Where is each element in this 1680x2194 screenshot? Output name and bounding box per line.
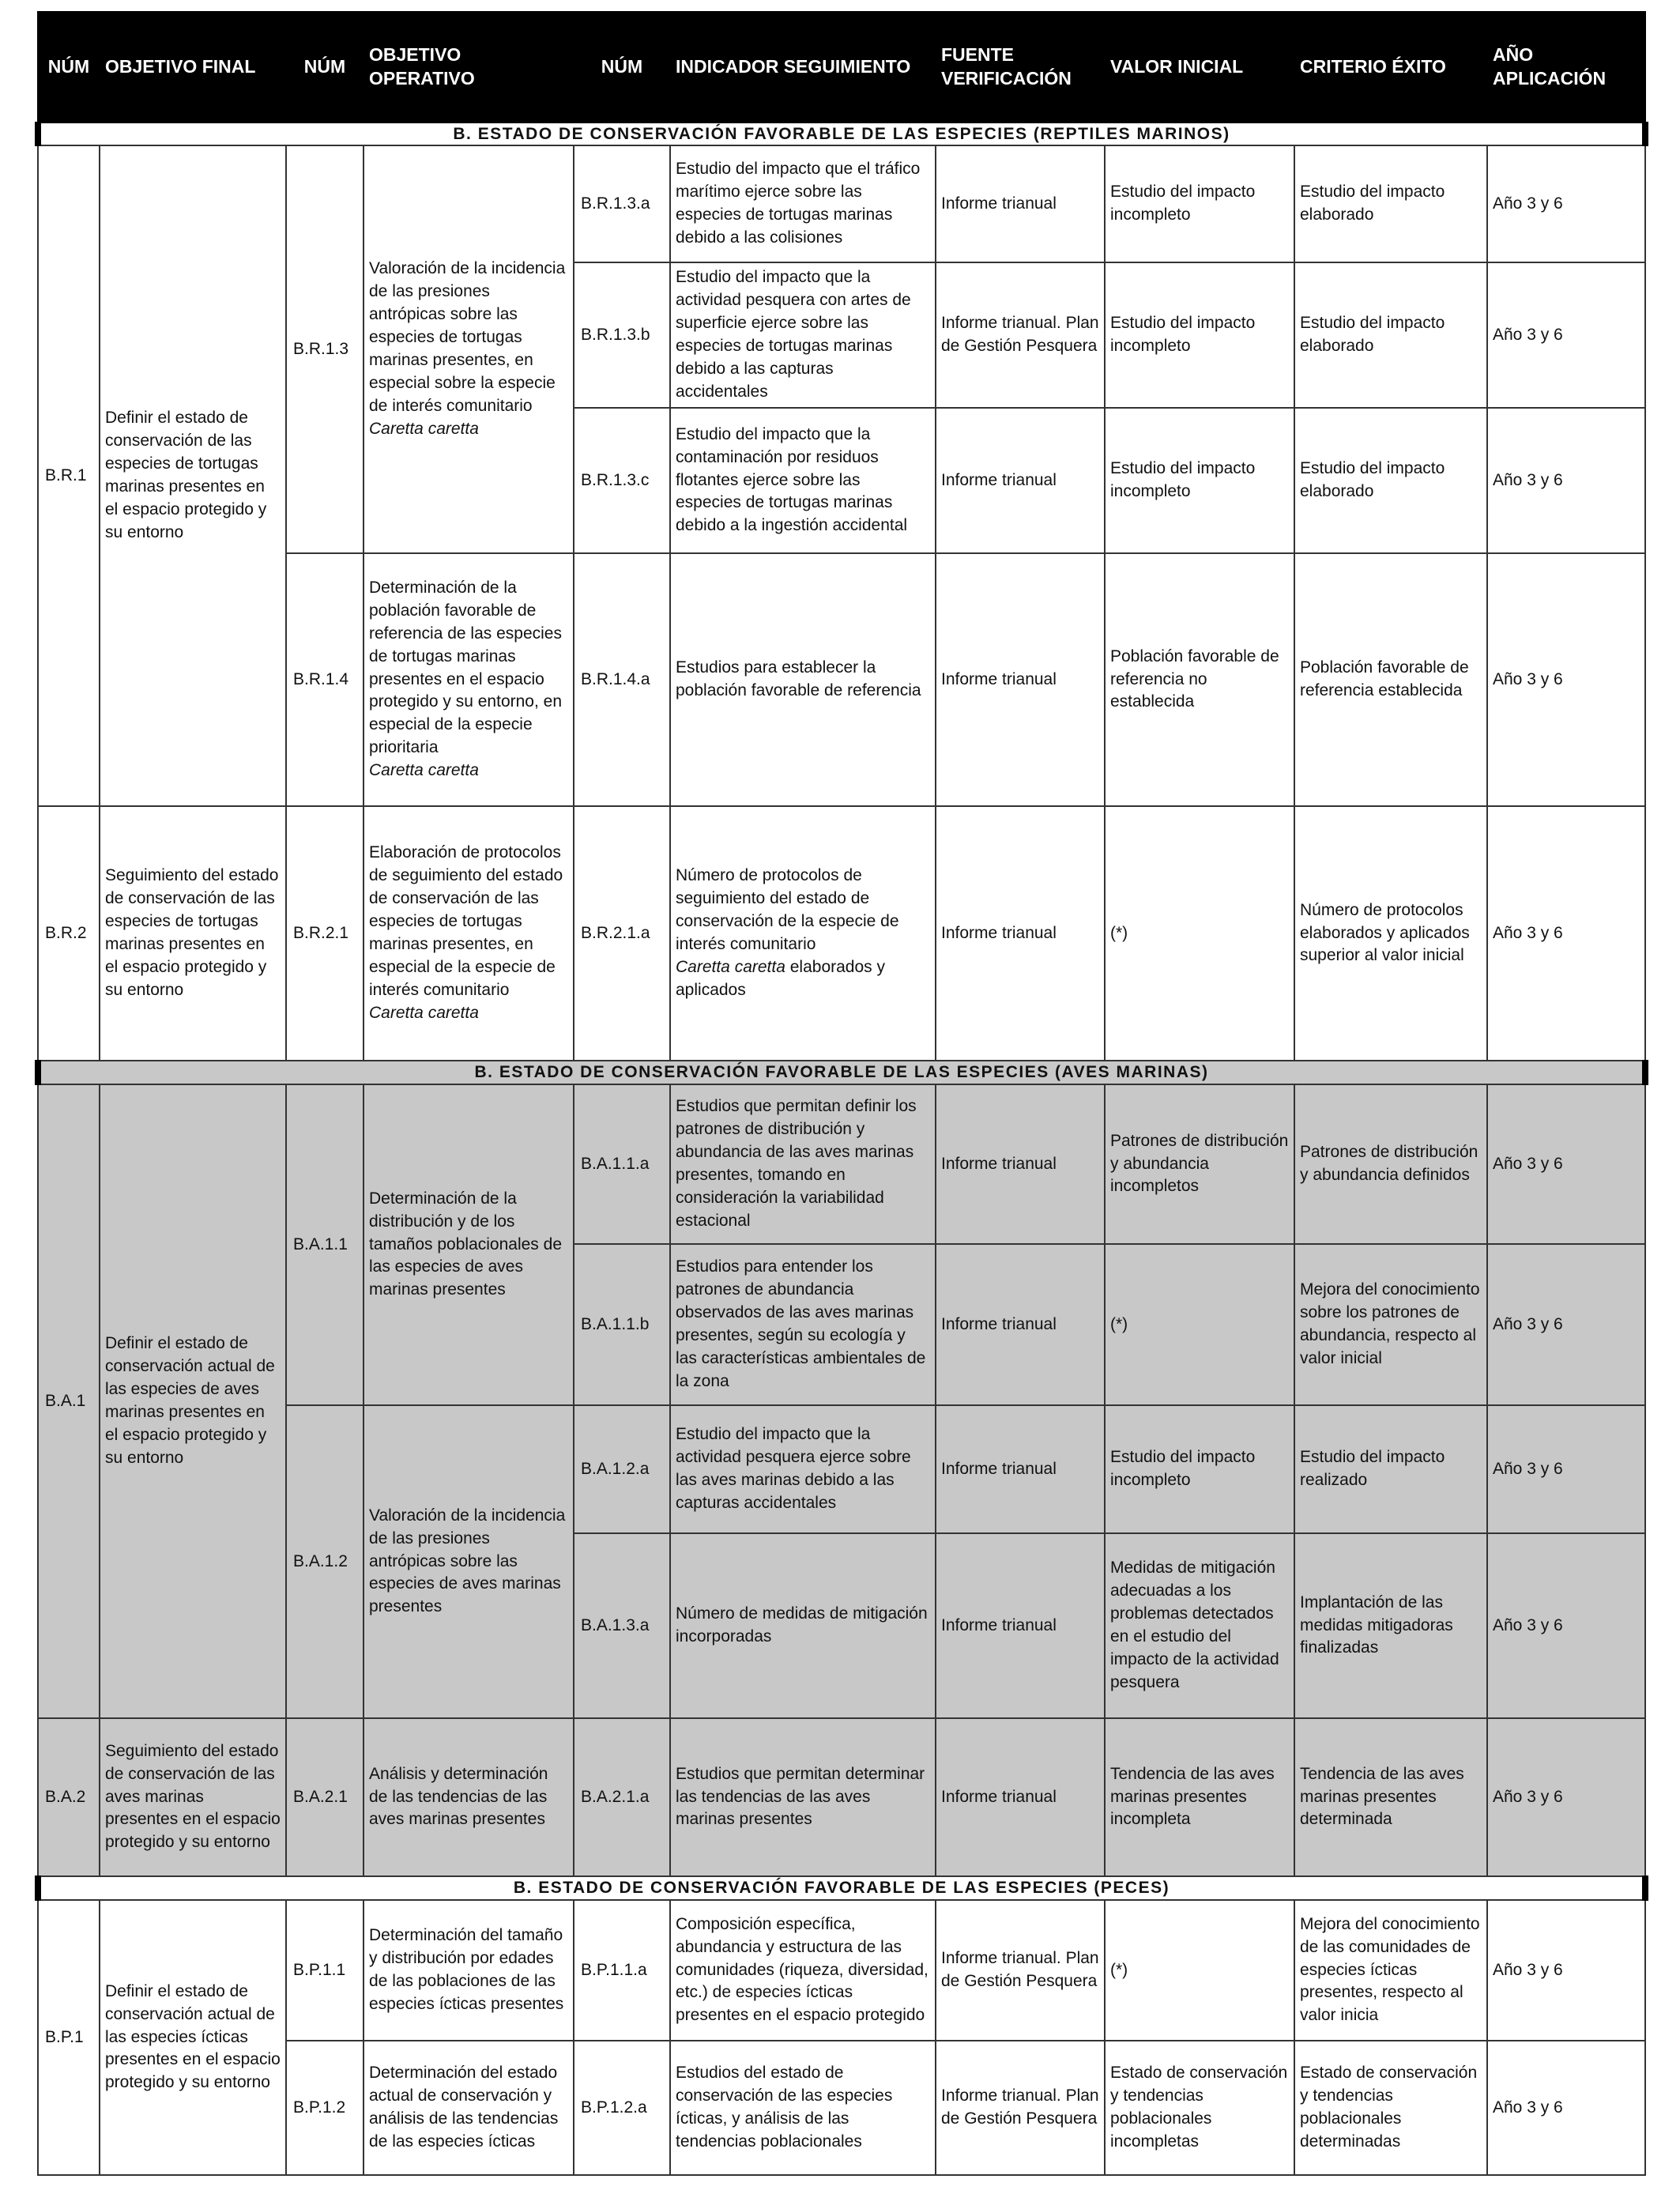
header-num: NÚM bbox=[574, 12, 670, 123]
cell-objetivo-final: Definir el estado de conservación actual de las especies ícticas presentes en el espacio protegido y su entorno bbox=[100, 1900, 286, 2175]
indicador-text: Número de protocolos de seguimiento del estado de conservación de la especie de interés comunitario bbox=[676, 866, 899, 953]
section-title: B. ESTADO DE CONSERVACIÓN FAVORABLE DE LAS ESPECIES (AVES MARINAS) bbox=[38, 1061, 1645, 1084]
header-objetivo-operativo: OBJETIVO OPERATIVO bbox=[363, 12, 574, 123]
cell-objetivo-final: Seguimiento del estado de conservación de las aves marinas presentes en el espacio protegido y su entorno bbox=[100, 1718, 286, 1876]
cell-indicador: Estudios para entender los patrones de abundancia observados de las aves marinas presentes, según su ecología y las características ambientales de la zona bbox=[670, 1244, 936, 1405]
cell-fuente: Informe trianual. Plan de Gestión Pesquera bbox=[936, 262, 1105, 408]
cell-ano: Año 3 y 6 bbox=[1487, 408, 1645, 553]
header-row bbox=[38, 12, 1645, 123]
cell-num-indicador: B.R.1.4.a bbox=[574, 553, 670, 806]
cell-criterio-exito: Estudio del impacto elaborado bbox=[1294, 408, 1487, 553]
cell-num-indicador: B.A.1.2.a bbox=[574, 1405, 670, 1533]
cell-indicador: Estudios para establecer la población favorable de referencia bbox=[670, 553, 936, 806]
cell-objetivo-operativo: Determinación de la distribución y de los tamaños poblacionales de las especies de aves marinas presentes bbox=[363, 1084, 574, 1405]
species-name: Caretta caretta bbox=[369, 1003, 479, 1022]
cell-valor-inicial: Estudio del impacto incompleto bbox=[1105, 408, 1294, 553]
header-valor-inicial: VALOR INICIAL bbox=[1105, 12, 1294, 123]
section-header-reptiles bbox=[38, 123, 1645, 145]
cell-indicador: Composición específica, abundancia y estructura de las comunidades (riqueza, diversidad, etc.) de especies ícticas presentes en el espacio protegido bbox=[670, 1900, 936, 2041]
cell-criterio-exito: Estudio del impacto elaborado bbox=[1294, 145, 1487, 262]
cell-objetivo-final: Definir el estado de conservación actual de las especies de aves marinas presentes en el espacio protegido y su entorno bbox=[100, 1084, 286, 1718]
indicators-document bbox=[35, 11, 1642, 2176]
cell-num-operativo: B.P.1.1 bbox=[286, 1900, 363, 2041]
cell-ano: Año 3 y 6 bbox=[1487, 806, 1645, 1061]
cell-fuente: Informe trianual bbox=[936, 1084, 1105, 1244]
cell-valor-inicial: Población favorable de referencia no establecida bbox=[1105, 553, 1294, 806]
section-reptiles bbox=[38, 123, 1645, 1061]
cell-ano: Año 3 y 6 bbox=[1487, 145, 1645, 262]
table-row bbox=[38, 1900, 1645, 2041]
section-header-peces bbox=[38, 1876, 1645, 1900]
cell-indicador: Estudio del impacto que el tráfico marítimo ejerce sobre las especies de tortugas marinas debido a las colisiones bbox=[670, 145, 936, 262]
cell-num-indicador: B.R.1.3.a bbox=[574, 145, 670, 262]
cell-objetivo-operativo: Determinación del estado actual de conservación y análisis de las tendencias de las especies ícticas bbox=[363, 2041, 574, 2175]
indicador-species bbox=[676, 958, 885, 999]
cell-indicador: Número de medidas de mitigación incorporadas bbox=[670, 1533, 936, 1718]
cell-objetivo-operativo bbox=[363, 145, 574, 553]
cell-valor-inicial: (*) bbox=[1105, 1900, 1294, 2041]
cell-num-operativo: B.R.2.1 bbox=[286, 806, 363, 1061]
cell-fuente: Informe trianual bbox=[936, 806, 1105, 1061]
cell-fuente: Informe trianual bbox=[936, 145, 1105, 262]
cell-criterio-exito: Población favorable de referencia establecida bbox=[1294, 553, 1487, 806]
cell-valor-inicial: Estudio del impacto incompleto bbox=[1105, 262, 1294, 408]
cell-num-final: B.R.1 bbox=[38, 145, 100, 806]
cell-indicador: Estudio del impacto que la contaminación por residuos flotantes ejerce sobre las especies de tortugas marinas debido a la ingestión accidental bbox=[670, 408, 936, 553]
cell-num-final: B.P.1 bbox=[38, 1900, 100, 2175]
header-num: NÚM bbox=[38, 12, 100, 123]
cell-indicador: Estudios que permitan determinar las tendencias de las aves marinas presentes bbox=[670, 1718, 936, 1876]
cell-num-final: B.A.2 bbox=[38, 1718, 100, 1876]
cell-ano: Año 3 y 6 bbox=[1487, 1405, 1645, 1533]
cell-num-operativo: B.A.1.1 bbox=[286, 1084, 363, 1405]
cell-valor-inicial: Patrones de distribución y abundancia incompletos bbox=[1105, 1084, 1294, 1244]
cell-criterio-exito: Mejora del conocimiento sobre los patrones de abundancia, respecto al valor inicial bbox=[1294, 1244, 1487, 1405]
cell-indicador: Estudio del impacto que la actividad pesquera con artes de superficie ejerce sobre las especies de tortugas marinas debido a las capturas accidentales bbox=[670, 262, 936, 408]
cell-indicador bbox=[670, 806, 936, 1061]
cell-ano: Año 3 y 6 bbox=[1487, 2041, 1645, 2175]
indicators-table bbox=[35, 11, 1648, 2176]
header-num: NÚM bbox=[286, 12, 363, 123]
table-row bbox=[38, 145, 1645, 262]
operativo-text: Valoración de la incidencia de las presiones antrópicas sobre las especies de tortugas marinas presentes, en especial sobre la especie de interés comunitario bbox=[369, 259, 566, 416]
cell-num-indicador: B.R.1.3.c bbox=[574, 408, 670, 553]
cell-criterio-exito: Número de protocolos elaborados y aplicados superior al valor inicial bbox=[1294, 806, 1487, 1061]
cell-indicador: Estudios que permitan definir los patrones de distribución y abundancia de las aves marinas presentes, tomando en consideración la variabilidad estacional bbox=[670, 1084, 936, 1244]
cell-indicador: Estudios del estado de conservación de las especies ícticas, y análisis de las tendencias poblacionales bbox=[670, 2041, 936, 2175]
cell-valor-inicial: Estado de conservación y tendencias poblacionales incompletas bbox=[1105, 2041, 1294, 2175]
cell-ano: Año 3 y 6 bbox=[1487, 1244, 1645, 1405]
cell-ano: Año 3 y 6 bbox=[1487, 1900, 1645, 2041]
header-ano-aplicacion: AÑO APLICACIÓN bbox=[1487, 12, 1645, 123]
cell-valor-inicial: Estudio del impacto incompleto bbox=[1105, 1405, 1294, 1533]
cell-num-indicador: B.R.2.1.a bbox=[574, 806, 670, 1061]
cell-num-operativo: B.P.1.2 bbox=[286, 2041, 363, 2175]
header-objetivo-final: OBJETIVO FINAL bbox=[100, 12, 286, 123]
cell-num-operativo: B.A.1.2 bbox=[286, 1405, 363, 1718]
cell-criterio-exito: Patrones de distribución y abundancia definidos bbox=[1294, 1084, 1487, 1244]
cell-num-operativo: B.R.1.4 bbox=[286, 553, 363, 806]
table-row bbox=[38, 1084, 1645, 1244]
cell-objetivo-operativo: Determinación del tamaño y distribución por edades de las poblaciones de las especies ícticas presentes bbox=[363, 1900, 574, 2041]
cell-criterio-exito: Estudio del impacto elaborado bbox=[1294, 262, 1487, 408]
cell-fuente: Informe trianual. Plan de Gestión Pesquera bbox=[936, 1900, 1105, 2041]
section-aves bbox=[38, 1061, 1645, 1876]
cell-criterio-exito: Tendencia de las aves marinas presentes determinada bbox=[1294, 1718, 1487, 1876]
species-name: Caretta caretta bbox=[369, 420, 479, 438]
indicador-tail: elaborados y aplicados bbox=[676, 957, 885, 999]
cell-num-final: B.R.2 bbox=[38, 806, 100, 1061]
cell-objetivo-operativo bbox=[363, 806, 574, 1061]
species-name: Caretta caretta bbox=[369, 761, 479, 780]
section-title: B. ESTADO DE CONSERVACIÓN FAVORABLE DE LAS ESPECIES (REPTILES MARINOS) bbox=[38, 123, 1645, 145]
cell-objetivo-operativo: Análisis y determinación de las tendencias de las aves marinas presentes bbox=[363, 1718, 574, 1876]
cell-fuente: Informe trianual bbox=[936, 1244, 1105, 1405]
cell-ano: Año 3 y 6 bbox=[1487, 553, 1645, 806]
header-indicador: INDICADOR SEGUIMIENTO bbox=[670, 12, 936, 123]
cell-fuente: Informe trianual bbox=[936, 408, 1105, 553]
cell-fuente: Informe trianual. Plan de Gestión Pesquera bbox=[936, 2041, 1105, 2175]
cell-valor-inicial: Medidas de mitigación adecuadas a los problemas detectados en el estudio del impacto de la actividad pesquera bbox=[1105, 1533, 1294, 1718]
cell-ano: Año 3 y 6 bbox=[1487, 262, 1645, 408]
cell-indicador: Estudio del impacto que la actividad pesquera ejerce sobre las aves marinas debido a las capturas accidentales bbox=[670, 1405, 936, 1533]
cell-fuente: Informe trianual bbox=[936, 1533, 1105, 1718]
cell-fuente: Informe trianual bbox=[936, 553, 1105, 806]
cell-valor-inicial: (*) bbox=[1105, 806, 1294, 1061]
cell-ano: Año 3 y 6 bbox=[1487, 1718, 1645, 1876]
cell-num-indicador: B.P.1.1.a bbox=[574, 1900, 670, 2041]
cell-fuente: Informe trianual bbox=[936, 1718, 1105, 1876]
cell-criterio-exito: Estado de conservación y tendencias poblacionales determinadas bbox=[1294, 2041, 1487, 2175]
section-title: B. ESTADO DE CONSERVACIÓN FAVORABLE DE LAS ESPECIES (PECES) bbox=[38, 1876, 1645, 1900]
section-peces bbox=[38, 1876, 1645, 2175]
table-row bbox=[38, 806, 1645, 1061]
table-row bbox=[38, 1718, 1645, 1876]
cell-num-indicador: B.R.1.3.b bbox=[574, 262, 670, 408]
cell-criterio-exito: Implantación de las medidas mitigadoras finalizadas bbox=[1294, 1533, 1487, 1718]
cell-num-indicador: B.A.2.1.a bbox=[574, 1718, 670, 1876]
header-fuente: FUENTE VERIFICACIÓN bbox=[936, 12, 1105, 123]
header-criterio-exito: CRITERIO ÉXITO bbox=[1294, 12, 1487, 123]
cell-objetivo-final: Seguimiento del estado de conservación de las especies de tortugas marinas presentes en el espacio protegido y su entorno bbox=[100, 806, 286, 1061]
cell-criterio-exito: Estudio del impacto realizado bbox=[1294, 1405, 1487, 1533]
operativo-text: Elaboración de protocolos de seguimiento del estado de conservación de las especies de tortugas marinas presentes, en especial de la especie de interés comunitario bbox=[369, 843, 563, 999]
cell-num-operativo: B.A.2.1 bbox=[286, 1718, 363, 1876]
cell-fuente: Informe trianual bbox=[936, 1405, 1105, 1533]
cell-criterio-exito: Mejora del conocimiento de las comunidades de especies ícticas presentes, respecto al valor inicia bbox=[1294, 1900, 1487, 2041]
operativo-text: Determinación de la población favorable de referencia de las especies de tortugas marinas presentes en el espacio protegido y su entorno, en especial de la especie prioritaria bbox=[369, 578, 563, 757]
section-header-aves bbox=[38, 1061, 1645, 1084]
cell-valor-inicial: Tendencia de las aves marinas presentes incompleta bbox=[1105, 1718, 1294, 1876]
cell-objetivo-operativo bbox=[363, 553, 574, 806]
cell-num-operativo: B.R.1.3 bbox=[286, 145, 363, 553]
cell-ano: Año 3 y 6 bbox=[1487, 1084, 1645, 1244]
cell-num-indicador: B.A.1.3.a bbox=[574, 1533, 670, 1718]
cell-num-indicador: B.A.1.1.a bbox=[574, 1084, 670, 1244]
cell-objetivo-final: Definir el estado de conservación de las especies de tortugas marinas presentes en el espacio protegido y su entorno bbox=[100, 145, 286, 806]
species-name: Caretta caretta bbox=[676, 957, 785, 976]
cell-objetivo-operativo: Valoración de la incidencia de las presiones antrópicas sobre las especies de aves marinas presentes bbox=[363, 1405, 574, 1718]
cell-num-final: B.A.1 bbox=[38, 1084, 100, 1718]
cell-valor-inicial: (*) bbox=[1105, 1244, 1294, 1405]
cell-num-indicador: B.P.1.2.a bbox=[574, 2041, 670, 2175]
cell-ano: Año 3 y 6 bbox=[1487, 1533, 1645, 1718]
cell-num-indicador: B.A.1.1.b bbox=[574, 1244, 670, 1405]
cell-valor-inicial: Estudio del impacto incompleto bbox=[1105, 145, 1294, 262]
